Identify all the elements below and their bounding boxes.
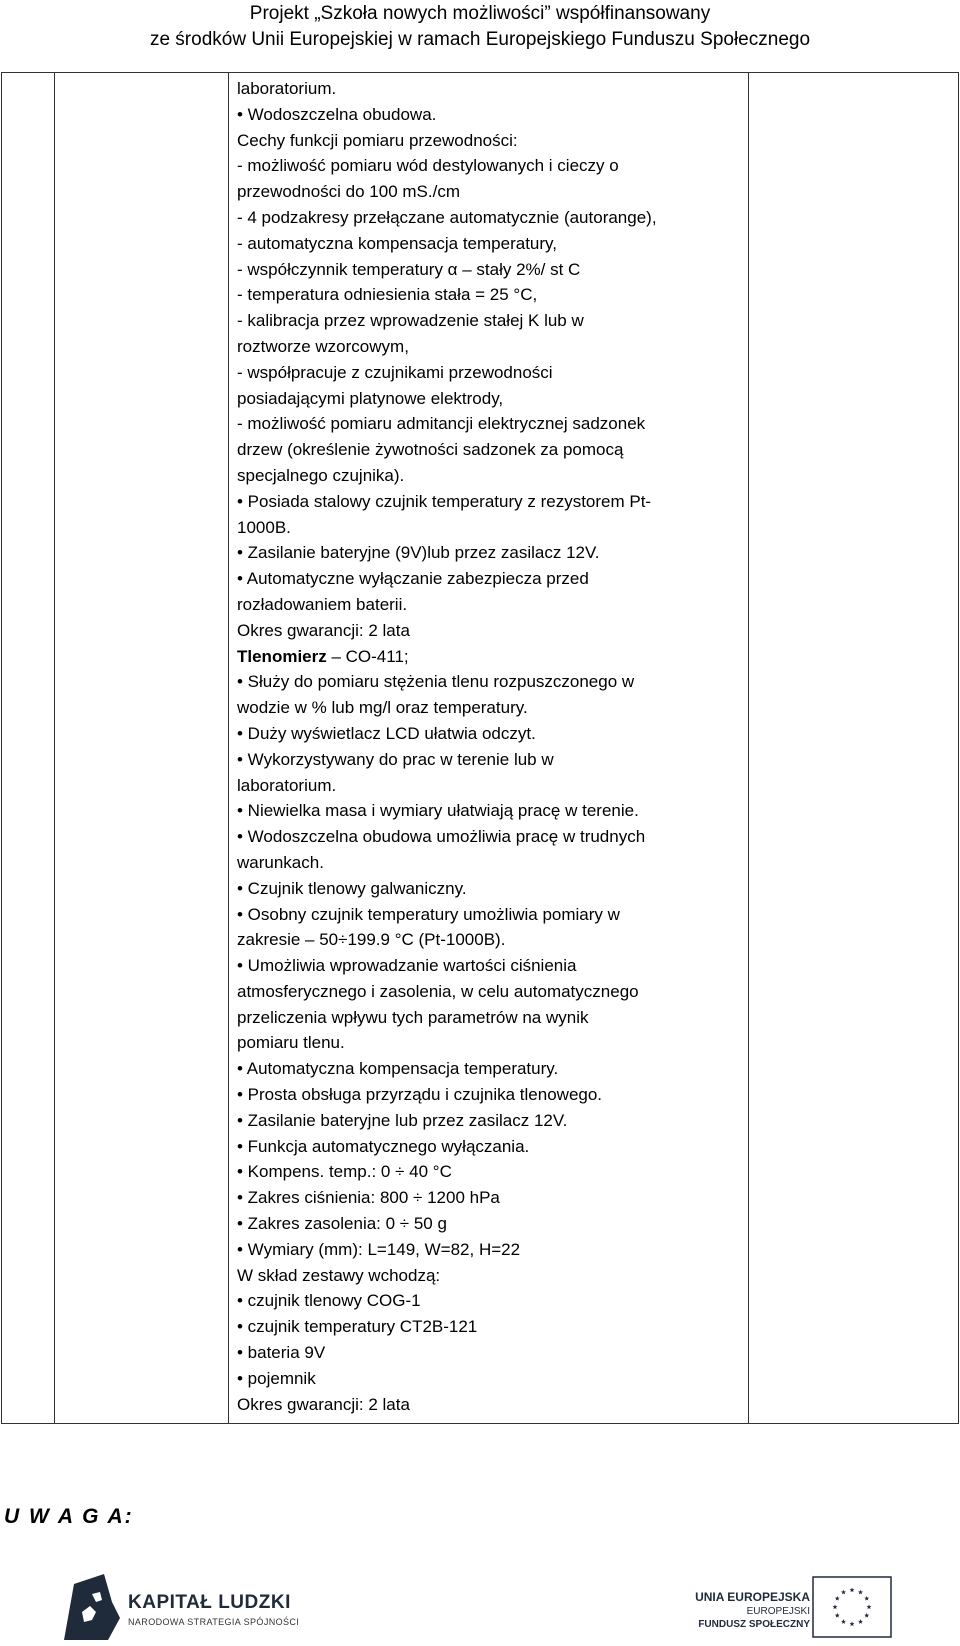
- description-line: - 4 podzakresy przełączane automatycznie (autorange),: [237, 207, 657, 227]
- description-line: [237, 644, 748, 670]
- description-line: • Czujnik tlenowy galwaniczny.: [237, 878, 467, 898]
- kapital-ludzki-subtitle: NARODOWA STRATEGIA SPÓJNOŚCI: [128, 1617, 300, 1627]
- table-row: [2, 73, 959, 1424]
- description-line: posiadającymi platynowe elektrody,: [237, 388, 504, 408]
- kapital-ludzki-title: KAPITAŁ LUDZKI: [128, 1592, 291, 1613]
- description-line: - automatyczna kompensacja temperatury,: [237, 233, 557, 253]
- description-line: • Posiada stalowy czujnik temperatury z rezystorem Pt-: [237, 491, 652, 511]
- description-line: - współczynnik temperatury α – stały 2%/ st C: [237, 259, 581, 279]
- page-header: [0, 0, 960, 53]
- description-line: warunkach.: [237, 852, 324, 872]
- header-line-2: ze środków Unii Europejskiej w ramach Europejskiego Funduszu Społecznego: [149, 29, 811, 50]
- description-line: • Duży wyświetlacz LCD ułatwia odczyt.: [237, 723, 536, 743]
- description-line: • bateria 9V: [237, 1343, 326, 1363]
- description-line: • Zakres ciśnienia: 800 ÷ 1200 hPa: [237, 1188, 500, 1208]
- description-line: • Funkcja automatycznego wyłączania.: [237, 1136, 530, 1156]
- description-line: • Wodoszczelna obudowa umożliwia pracę w trudnych: [237, 827, 646, 847]
- description-line: • Osobny czujnik temperatury umożliwia pomiary w: [237, 904, 620, 924]
- description-line: • pojemnik: [237, 1368, 316, 1388]
- description-line: Okres gwarancji: 2 lata: [237, 620, 410, 640]
- eu-line-1: UNIA EUROPEJSKA: [695, 1590, 810, 1604]
- description-line: pomiaru tlenu.: [237, 1033, 345, 1053]
- description-line: przewodności do 100 mS./cm: [237, 182, 460, 202]
- description-line: drzew (określenie żywotności sadzonek za pomocą: [237, 440, 624, 460]
- oxygen-meter-model: – CO-411;: [326, 646, 409, 666]
- description-line: W skład zestawy wchodzą:: [237, 1265, 441, 1285]
- kapital-ludzki-emblem-icon: [64, 1574, 120, 1640]
- description-line: • Zasilanie bateryjne (9V)lub przez zasilacz 12V.: [237, 543, 600, 563]
- description-line: specjalnego czujnika).: [237, 465, 405, 485]
- description-line: Okres gwarancji: 2 lata: [237, 1394, 410, 1414]
- eu-text-block: [690, 1590, 810, 1631]
- description-line: laboratorium.: [237, 775, 337, 795]
- description-line: - możliwość pomiaru wód destylowanych i cieczy o: [237, 156, 619, 176]
- description-line: • Zakres zasolenia: 0 ÷ 50 g: [237, 1214, 447, 1234]
- description-text: [229, 73, 748, 1423]
- description-line: • Wymiary (mm): L=149, W=82, H=22: [237, 1239, 521, 1259]
- description-line: Cechy funkcji pomiaru przewodności:: [237, 130, 518, 150]
- description-line: wodzie w % lub mg/l oraz temperatury.: [237, 698, 528, 718]
- table-cell-description: [229, 73, 749, 1424]
- description-line: laboratorium.: [237, 79, 337, 98]
- description-line: - temperatura odniesienia stała = 25 °C,: [237, 285, 538, 305]
- description-line: roztworze wzorcowym,: [237, 336, 409, 356]
- note-label: U W A G A:: [4, 1505, 134, 1528]
- header-line-1: Projekt „Szkoła nowych możliwości” współfinansowany: [249, 3, 711, 24]
- table-cell-lp: [2, 73, 55, 1424]
- description-line: przeliczenia wpływu tych parametrów na wynik: [237, 1007, 589, 1027]
- description-line: • Automatyczna kompensacja temperatury.: [237, 1059, 559, 1079]
- description-line: atmosferycznego i zasolenia, w celu automatycznego: [237, 981, 639, 1001]
- oxygen-meter-title: Tlenomierz: [237, 646, 327, 666]
- description-line: 1000B.: [237, 517, 291, 537]
- eu-line-3: FUNDUSZ SPOŁECZNY: [698, 1619, 810, 1630]
- table-cell-empty: [749, 73, 959, 1424]
- description-line: • czujnik temperatury CT2B-121: [237, 1317, 478, 1337]
- description-line: • Zasilanie bateryjne lub przez zasilacz 12V.: [237, 1110, 568, 1130]
- specification-table: [1, 72, 959, 1424]
- description-line: • Umożliwia wprowadzanie wartości ciśnienia: [237, 956, 577, 976]
- description-line: • Służy do pomiaru stężenia tlenu rozpuszczonego w: [237, 672, 635, 692]
- table-cell-name: [55, 73, 229, 1424]
- description-line: - kalibracja przez wprowadzenie stałej K lub w: [237, 311, 584, 331]
- description-line: • czujnik tlenowy COG-1: [237, 1291, 421, 1311]
- description-line: • Prosta obsługa przyrządu i czujnika tlenowego.: [237, 1085, 603, 1105]
- description-line: • Automatyczne wyłączanie zabezpiecza przed: [237, 569, 589, 589]
- description-line: • Niewielka masa i wymiary ułatwiają pracę w terenie.: [237, 801, 639, 821]
- description-line: - współpracuje z czujnikami przewodności: [237, 362, 553, 382]
- eu-flag-icon: [812, 1576, 892, 1638]
- description-line: • Wodoszczelna obudowa.: [237, 104, 437, 124]
- description-line: • Wykorzystywany do prac w terenie lub w: [237, 749, 554, 769]
- description-line: - możliwość pomiaru admitancji elektrycznej sadzonek: [237, 414, 646, 434]
- description-line: • Kompens. temp.: 0 ÷ 40 °C: [237, 1162, 452, 1182]
- description-line: rozładowaniem baterii.: [237, 594, 408, 614]
- description-line: zakresie – 50÷199.9 °C (Pt-1000B).: [237, 930, 506, 950]
- eu-line-2: EUROPEJSKI: [746, 1606, 810, 1617]
